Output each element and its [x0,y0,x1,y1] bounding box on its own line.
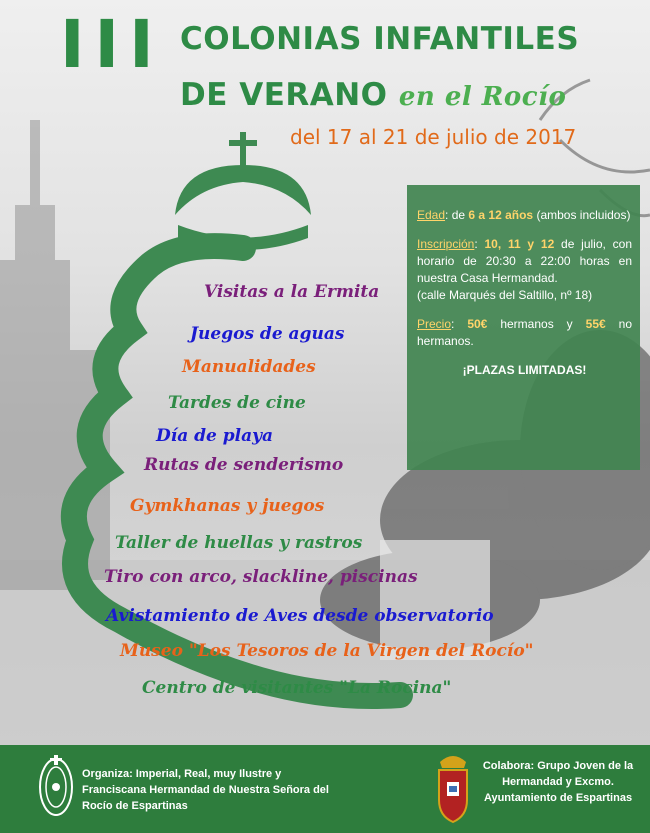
activity-item: Gymkhanas y juegos [130,496,325,516]
title-line-2-text: DE VERANO [180,77,388,113]
collaborator-text: Colabora: Grupo Joven de la Hermandad y Excmo. Ayuntamiento de Espartinas [482,760,634,804]
info-box [407,185,640,470]
signup-label: Inscripción [417,237,475,252]
title-line-1: COLONIAS INFANTILES [180,21,580,57]
price-label: Precio [417,317,452,332]
town-coat-of-arms-icon [434,752,472,824]
age-label: Edad [417,208,446,222]
price-prefix: : [451,317,468,332]
signup-address: (calle Marqués del Saltillo, nº 18) [417,288,593,303]
activity-item: Visitas a la Ermita [204,282,380,302]
activity-item: Día de playa [156,426,274,446]
event-date: del 17 al 21 de julio de 2017 [290,125,577,149]
price-paragraph [417,316,632,350]
activity-item: Tardes de cine [168,393,306,413]
activity-item: Manualidades [182,357,316,377]
activity-item: Juegos de aguas [190,324,345,344]
signup-prefix: : [474,237,485,252]
title-accent: en el Rocío [398,82,567,112]
activity-item: Museo "Los Tesoros de la Virgen del Rocío" [120,641,534,661]
brotherhood-emblem-icon [38,753,74,819]
price-mid: hermanos y [487,317,586,332]
age-suffix: (ambos incluidos) [533,208,631,222]
edition-number: III [60,6,164,83]
signup-suffix: de julio, con horario de 20:30 a 22:00 horas en nuestra Casa Hermandad. [417,237,632,286]
price-suffix: no hermanos. [417,317,632,349]
organizer-text: Organiza: Imperial, Real, muy Ilustre y Franciscana Hermandad de Nuestra Señora del Rocío de Espartinas [82,768,329,812]
signup-days: 10, 11 y 12 [484,237,555,252]
activity-item: Tiro con arco, slackline, piscinas [104,567,418,587]
activity-item: Rutas de senderismo [144,455,344,475]
activity-item: Taller de huellas y rastros [115,533,363,553]
age-value: 6 a 12 años [468,208,534,222]
limited-places: ¡PLAZAS LIMITADAS! [462,363,587,378]
signup-paragraph [417,236,632,304]
activity-item: Avistamiento de Aves desde observatorio [106,606,494,626]
price-members: 50€ [467,317,488,332]
age-prefix: : de [445,208,469,222]
activity-item: Centro de visitantes "La Rocina" [142,678,452,698]
price-nonmembers: 55€ [585,317,606,332]
age-paragraph [417,207,632,224]
title-line-2 [180,77,567,113]
